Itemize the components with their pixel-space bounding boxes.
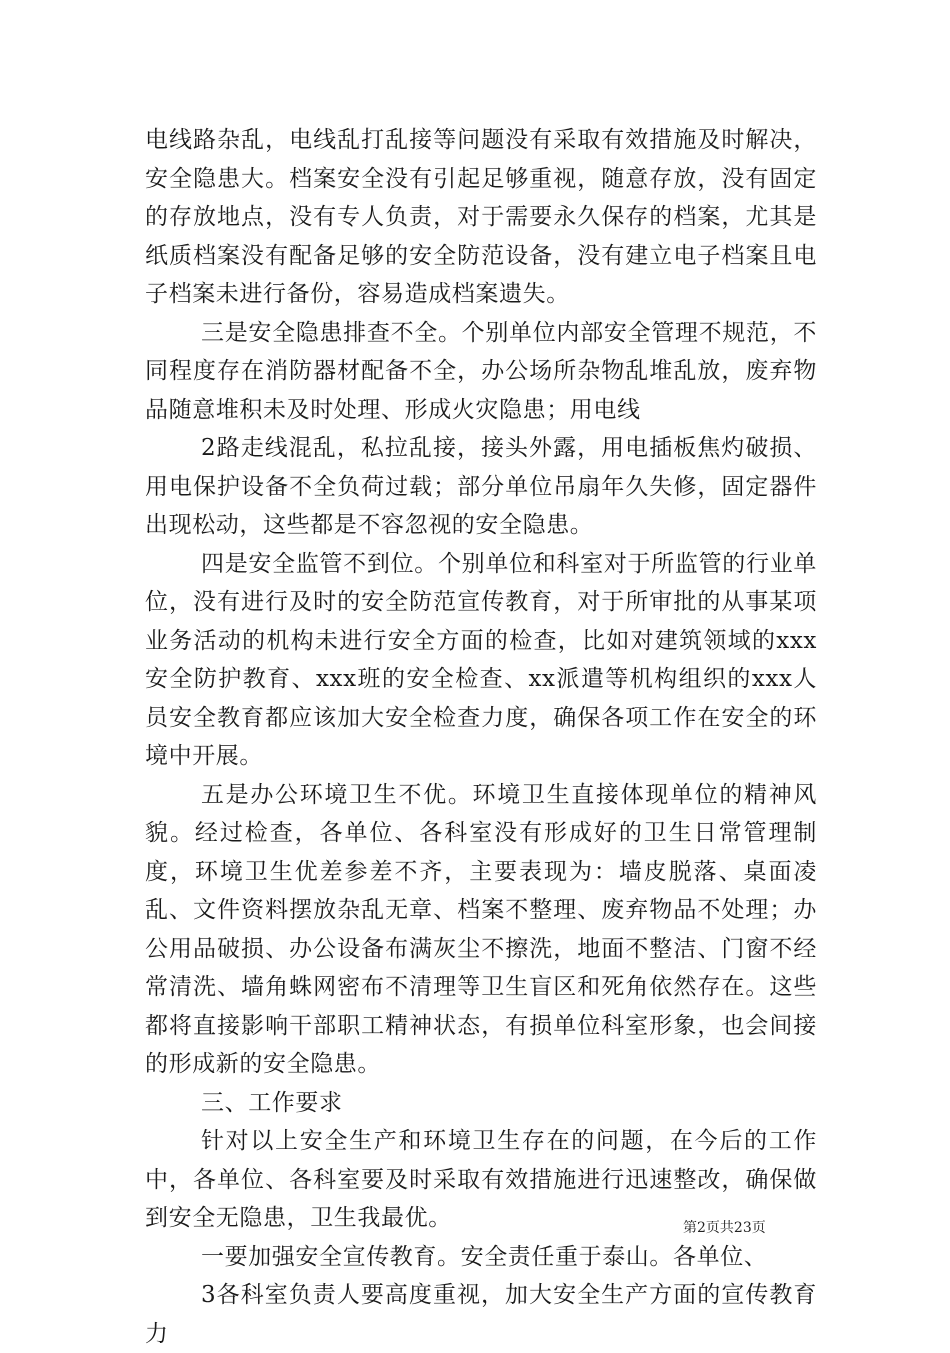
document-body: [145, 121, 817, 1353]
paragraph-5: 五是办公环境卫生不优。环境卫生直接体现单位的精神风貌。经过检查，各单位、各科室没有形成好的卫生日常管理制度，环境卫生优差参差不齐，主要表现为：墙皮脱落、桌面凌乱、文件资料摆放杂乱无章、档案不整理、废弃物品不处理；办公用品破损、办公设备布满灰尘不擦洗，地面不整洁、门窗不经常清洗、墙角蛛网密布不清理等卫生盲区和死角依然存在。这些都将直接影响干部职工精神状态，有损单位科室形象，也会间接的形成新的安全隐患。: [145, 781, 817, 1077]
paragraph-3: 2路走线混乱，私拉乱接，接头外露，用电插板焦灼破损、用电保护设备不全负荷过载；部分单位吊扇年久失修，固定器件出现松动，这些都是不容忽视的安全隐患。: [145, 435, 817, 538]
paragraph-2: 三是安全隐患排查不全。个别单位内部安全管理不规范，不同程度存在消防器材配备不全，办公场所杂物乱堆乱放，废弃物品随意堆积未及时处理、形成火灾隐患；用电线: [145, 319, 817, 423]
paragraph-1: 电线路杂乱，电线乱打乱接等问题没有采取有效措施及时解决，安全隐患大。档案安全没有引起足够重视，随意存放，没有固定的存放地点，没有专人负责，对于需要永久保存的档案，尤其是纸质档案没有配备足够的安全防范设备，没有建立电子档案且电子档案未进行备份，容易造成档案遗失。: [145, 127, 817, 307]
paragraph-9: 3各科室负责人要高度重视，加大安全生产方面的宣传教育力: [145, 1282, 817, 1347]
page-number-footer: 第2页共23页: [683, 1220, 766, 1236]
paragraph-4: 四是安全监管不到位。个别单位和科室对于所监管的行业单位，没有进行及时的安全防范宣传教育，对于所审批的从事某项业务活动的机构未进行安全方面的检查，比如对建筑领域的xxx安全防护教育、xxx班的安全检查、xx派遣等机构组织的xxx人员安全教育都应该加大安全检查力度，确保各项工作在安全的环境中开展。: [145, 550, 817, 769]
paragraph-7: 针对以上安全生产和环境卫生存在的问题，在今后的工作中，各单位、各科室要及时采取有效措施进行迅速整改，确保做到安全无隐患，卫生我最优。: [145, 1128, 817, 1231]
paragraph-8: 一要加强安全宣传教育。安全责任重于泰山。各单位、: [201, 1243, 768, 1270]
section-heading: 三、工作要求: [201, 1089, 343, 1116]
